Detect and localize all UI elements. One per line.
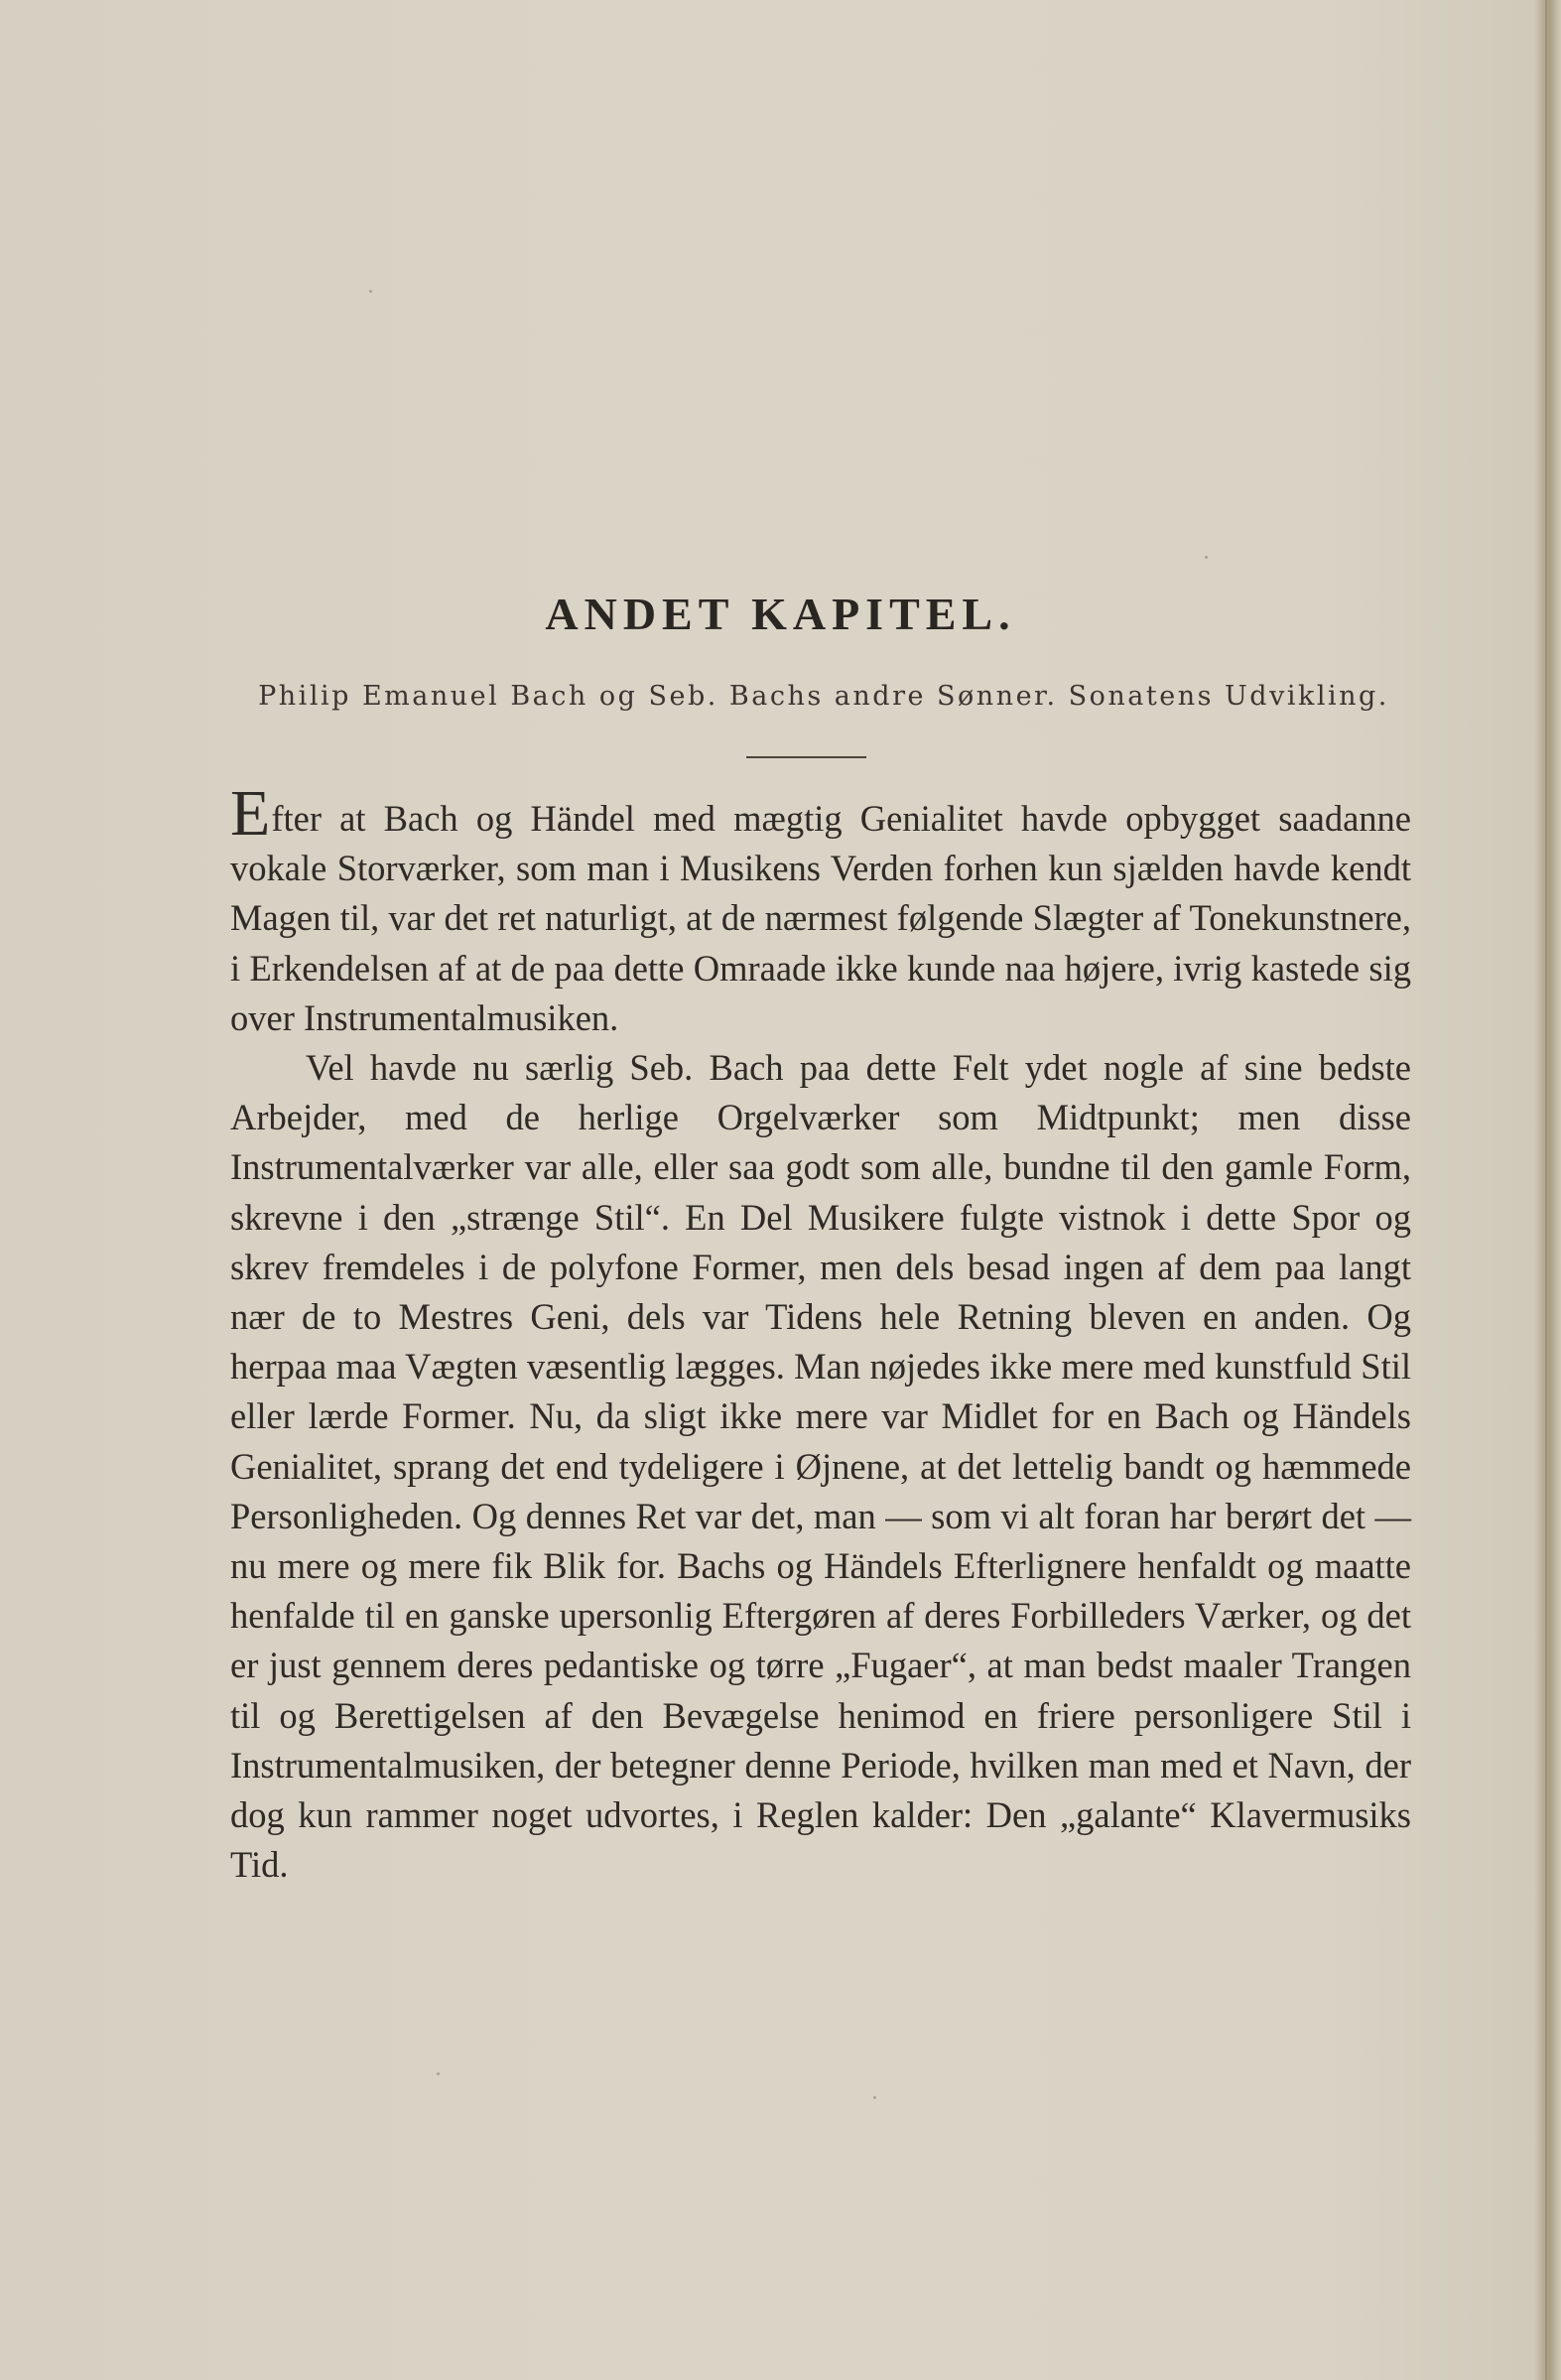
chapter-title: ANDET KAPITEL. bbox=[545, 589, 1016, 639]
paragraph-1 bbox=[230, 777, 1411, 1043]
drop-cap: E bbox=[230, 777, 271, 850]
paper-speck bbox=[437, 2072, 440, 2075]
chapter-body bbox=[230, 777, 1411, 1890]
page-edge-line bbox=[1545, 0, 1547, 2380]
chapter-subtitle: Philip Emanuel Bach og Seb. Bachs andre Sønner. Sonatens Udvikling. bbox=[258, 681, 1389, 712]
section-divider bbox=[746, 756, 866, 758]
paper-speck bbox=[873, 2096, 876, 2099]
paper-speck bbox=[369, 290, 372, 293]
paragraph-1-text: fter at Bach og Händel med mægtig Genialitet havde opbygget saadanne vokale Storværker, som man i Musikens Verden forhen kun sjælden havde kendt Magen til, var det ret naturligt, at de nærmest følgende Slægter af Tonekunstnere, i Erkendelsen af at de paa dette Omraade ikke kunde naa højere, ivrig kastede sig over Instrumentalmusiken. bbox=[230, 798, 1411, 1038]
paper-speck bbox=[1205, 556, 1208, 559]
paragraph-2: Vel havde nu særlig Seb. Bach paa dette Felt ydet nogle af sine bedste Arbejder, med de herlige Orgelværker som Midtpunkt; men disse Instrumentalværker var alle, eller saa godt som alle, bundne til den gamle Form, skrevne i den „strænge Stil“. En Del Musikere fulgte vistnok i dette Spor og skrev fremdeles i de polyfone Former, men dels besad ingen af dem paa langt nær de to Mestres Geni, dels var Tidens hele Retning bleven en anden. Og herpaa maa Vægten væsentlig lægges. Man nøjedes ikke mere med kunstfuld Stil eller lærde Former. Nu, da sligt ikke mere var Midlet for en Bach og Händels Genialitet, sprang det end tydeligere i Øjnene, at det lettelig bandt og hæmmede Personligheden. Og dennes Ret var det, man — som vi alt foran har berørt det — nu mere og mere fik Blik for. Bachs og Händels Efterlignere henfaldt og maatte henfalde til en ganske upersonlig Eftergøren af deres Forbilleders Værker, og det er just gennem deres pedantiske og tørre „Fugaer“, at man bedst maaler Trangen til og Berettigelsen af den Bevægelse henimod en friere personligere Stil i Instrumentalmusiken, der betegner denne Periode, hvilken man med et Navn, der dog kun rammer noget udvortes, i Reglen kalder: Den „galante“ Klavermusiks Tid. bbox=[230, 1047, 1411, 1886]
page-edge bbox=[1535, 0, 1561, 2380]
